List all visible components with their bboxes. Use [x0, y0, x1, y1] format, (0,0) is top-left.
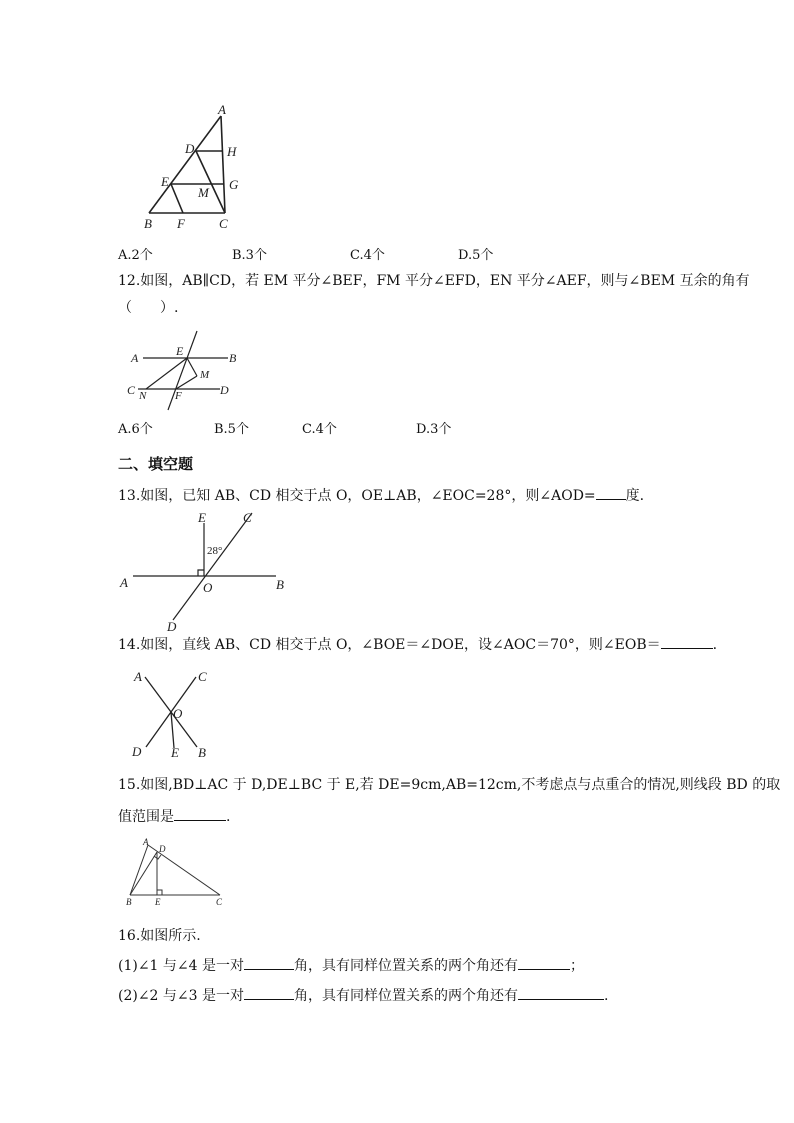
q13-label-E: E: [198, 510, 206, 525]
q15-label-B: B: [126, 897, 132, 907]
q16-part2-text-a: (2)∠2 与∠3 是一对: [118, 988, 245, 1004]
q12-label-M: M: [200, 369, 210, 381]
q11-figure: [140, 100, 250, 235]
q14-text-end: .: [712, 637, 718, 653]
q11-label-C: C: [219, 216, 228, 231]
q11-label-F: F: [177, 216, 185, 231]
q14-question: [118, 634, 717, 655]
q13-label-O: O: [203, 580, 213, 595]
q16-part2-text-b: 角，具有同样位置关系的两个角还有: [294, 988, 519, 1004]
q11-label-E: E: [161, 174, 169, 189]
q12-label-A: A: [131, 351, 139, 365]
q14-answer-blank[interactable]: [661, 634, 713, 649]
q12-label-C: C: [127, 383, 136, 397]
q14-label-A: A: [134, 669, 142, 684]
q16-intro: 16.如图所示.: [118, 928, 201, 944]
q12-option-c: C.4个: [302, 422, 337, 437]
q13-label-C: C: [243, 510, 252, 525]
q12-option-a: A.6个: [118, 422, 153, 437]
segment-AB: [149, 116, 221, 213]
q12-option-d: D.3个: [416, 422, 452, 437]
q11-label-H: H: [227, 144, 237, 159]
q11-label-M: M: [198, 185, 209, 200]
q16-part1-blank-1[interactable]: [244, 955, 294, 970]
q15-question-line1: 15.如图,BD⊥AC 于 D,DE⊥BC 于 E,若 DE=9cm,AB=12cm,不考虑点与点重合的情况,则线段 BD 的取: [118, 777, 781, 793]
q15-answer-blank[interactable]: [174, 806, 226, 821]
q14-label-O: O: [173, 706, 183, 721]
q12-label-F: F: [175, 390, 182, 402]
q13-label-A: A: [120, 575, 128, 590]
q13-question: [118, 485, 644, 506]
transversal-EF: [168, 331, 197, 410]
q14-label-C: C: [198, 669, 207, 684]
q16-part2-blank-1[interactable]: [244, 985, 294, 1000]
q11-option-c: C.4个: [350, 248, 385, 263]
q16-part1: [118, 955, 584, 976]
q15-label-C: C: [216, 897, 223, 907]
q11-label-D: D: [185, 141, 195, 156]
q16-part2-text-c: .: [604, 988, 609, 1004]
q15-text: 值范围是: [118, 809, 174, 825]
q12-label-E: E: [176, 344, 184, 358]
q15-figure: [122, 835, 230, 910]
q13-figure: [118, 508, 288, 633]
q11-option-b: B.3个: [232, 248, 267, 263]
q15-text-end: .: [226, 809, 231, 825]
q12-label-D: D: [220, 383, 229, 397]
section-title-fill-in: 二、填空题: [118, 455, 194, 473]
q11-label-B: B: [144, 216, 152, 231]
q12-label-N: N: [139, 390, 147, 402]
line-CD: [173, 513, 252, 620]
right-angle-mark-E: [157, 890, 162, 895]
q13-text: 13.如图，已知 AB、CD 相交于点 O，OE⊥AB，∠EOC=28°，则∠AOD=: [118, 488, 596, 504]
q13-text-end: 度.: [625, 488, 645, 504]
segment-DC: [196, 151, 225, 213]
q14-text: 14.如图，直线 AB、CD 相交于点 O，∠BOE＝∠DOE，设∠AOC＝70°，则∠EOB＝: [118, 637, 661, 653]
segment-EM: [187, 358, 197, 376]
q16-part2: [118, 985, 608, 1006]
q15-label-E: E: [155, 897, 161, 907]
q16-part2-blank-2[interactable]: [518, 985, 604, 1000]
segment-AC: [221, 116, 225, 213]
q12-option-b: B.5个: [214, 422, 249, 437]
q13-angle-28: 28°: [207, 545, 223, 557]
q12-label-B: B: [229, 351, 237, 365]
q16-part1-text-a: (1)∠1 与∠4 是一对: [118, 958, 245, 974]
q12-figure: [125, 328, 245, 408]
q14-label-B: B: [198, 745, 206, 760]
q11-label-G: G: [229, 177, 239, 192]
q13-label-D: D: [167, 619, 177, 634]
q11-option-a: A.2个: [118, 248, 153, 263]
q11-option-d: D.5个: [458, 248, 494, 263]
q16-part1-blank-2[interactable]: [518, 955, 570, 970]
q16-part1-text-b: 角，具有同样位置关系的两个角还有: [294, 958, 519, 974]
q12-answer-paren: （ ）.: [118, 300, 179, 316]
q14-figure: [125, 664, 215, 759]
q13-label-B: B: [276, 577, 284, 592]
q12-question: 12.如图，AB∥CD，若 EM 平分∠BEF，FM 平分∠EFD，EN 平分∠AEF，则与∠BEM 互余的角有: [118, 273, 750, 289]
q16-part1-text-c: ；: [570, 958, 585, 974]
q14-label-E: E: [171, 745, 179, 760]
segment-EF: [171, 184, 183, 213]
q14-label-D: D: [132, 744, 142, 759]
right-angle-mark: [198, 570, 204, 576]
q13-answer-blank[interactable]: [596, 485, 626, 500]
q15-question-line2: [118, 806, 230, 827]
q15-label-D: D: [159, 844, 166, 854]
q15-label-A: A: [143, 837, 149, 847]
q11-label-A: A: [218, 102, 226, 117]
